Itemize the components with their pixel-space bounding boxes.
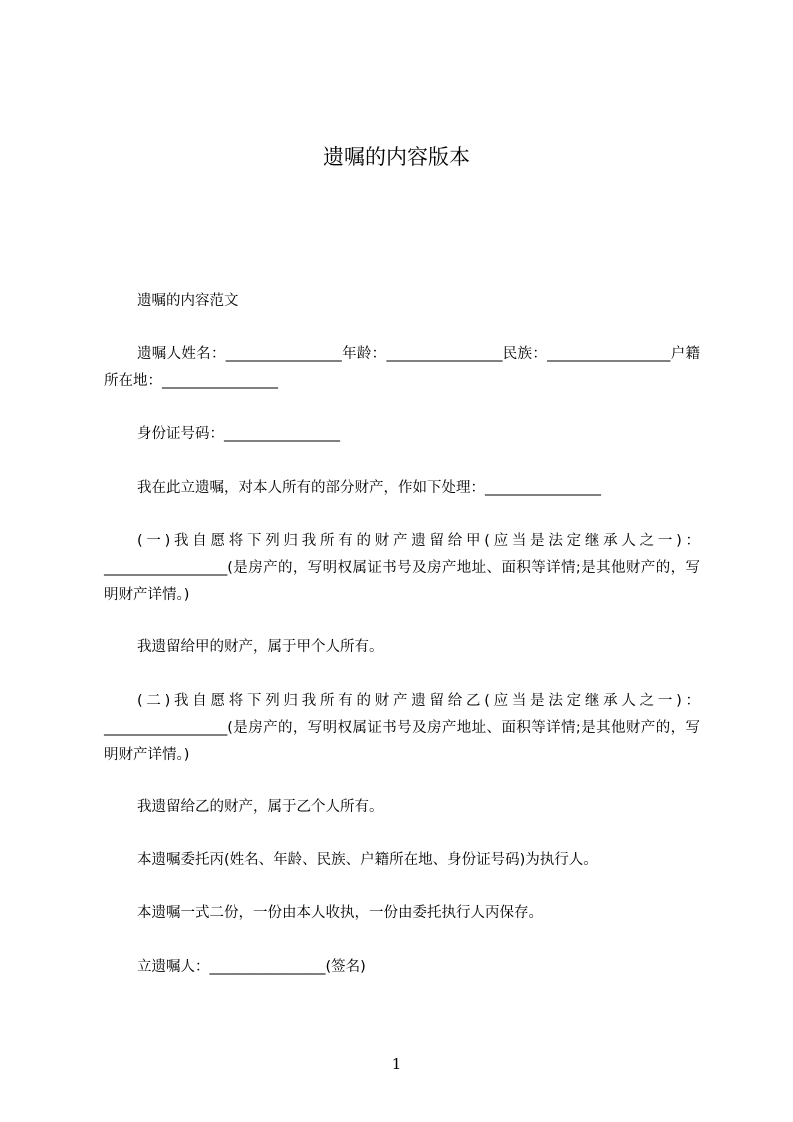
paragraph-ownership-a: 我遗留给甲的财产，属于甲个人所有。: [137, 639, 384, 655]
paragraph-bequest-a: (一)我自愿将下列归我所有的财产遗留给甲(应当是法定继承人之一)：_________________(是房产的，写明权属证书号及房产地址、面积等详情;是其他财产的，写明财产详情。): [104, 533, 700, 603]
paragraph-testator-info: 遗嘱人姓名：________________年龄：________________民族：_________________户籍所在地：________________: [104, 346, 700, 389]
paragraph-bequest-b: (二)我自愿将下列归我所有的财产遗留给乙(应当是法定继承人之一)：_________________(是房产的，写明权属证书号及房产地址、面积等详情;是其他财产的，写明财产详情。): [104, 693, 700, 763]
paragraph-subtitle: 遗嘱的内容范文: [137, 293, 239, 309]
paragraph-declaration: 我在此立遗嘱，对本人所有的部分财产，作如下处理：________________: [137, 480, 601, 496]
document-title: 遗嘱的内容版本: [323, 145, 470, 169]
paragraph-ownership-b: 我遗留给乙的财产，属于乙个人所有。: [137, 799, 384, 815]
paragraph-signature: 立遗嘱人：________________(签名): [137, 959, 366, 975]
paragraph-id-number: 身份证号码：________________: [137, 426, 340, 442]
paragraph-copies: 本遗嘱一式二份，一份由本人收执，一份由委托执行人丙保存。: [137, 905, 543, 921]
page-number: 1: [391, 1055, 402, 1073]
paragraph-executor: 本遗嘱委托丙(姓名、年龄、民族、户籍所在地、身份证号码)为执行人。: [137, 852, 598, 868]
